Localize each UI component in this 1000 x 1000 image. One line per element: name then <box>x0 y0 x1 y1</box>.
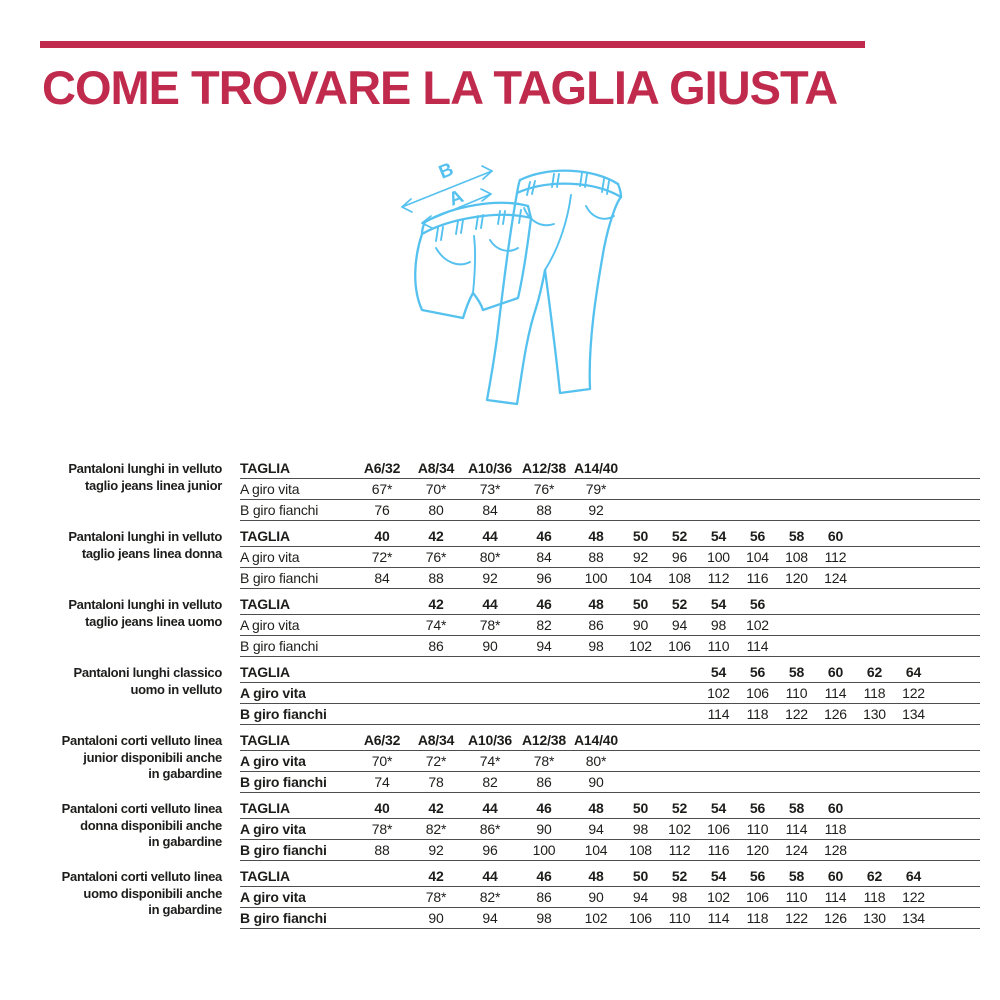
measure-cell: 74* <box>479 753 501 769</box>
row-label: TAGLIA <box>240 800 290 816</box>
measure-cell: 104 <box>584 842 608 858</box>
measure-row <box>240 772 980 793</box>
size-cell: A12/38 <box>522 460 566 476</box>
measure-cell: 84 <box>536 549 552 565</box>
product-description-line: taglio jeans linea junior <box>85 477 222 493</box>
measure-row <box>240 479 980 500</box>
measure-cell: 130 <box>863 706 886 722</box>
size-header-row <box>240 730 980 751</box>
size-cell: 52 <box>671 868 688 884</box>
size-cell: 60 <box>827 664 844 680</box>
size-table <box>240 594 980 657</box>
measure-cell: 72* <box>371 549 393 565</box>
product-description-line: Pantaloni lunghi in velluto <box>68 597 222 612</box>
measure-cell: 94 <box>671 617 688 633</box>
measure-cell: 102 <box>707 685 730 701</box>
measure-cell: 118 <box>863 889 886 905</box>
product-description-line: uomo in velluto <box>130 681 222 697</box>
measure-cell: 86 <box>536 774 552 790</box>
measure-cell: 74 <box>374 774 390 790</box>
page-title: COME TROVARE LA TAGLIA GIUSTA <box>42 61 838 114</box>
product-description-line: Pantaloni lunghi in velluto <box>68 529 222 544</box>
measure-cell: 73* <box>479 481 501 497</box>
measure-cell: 84 <box>374 570 390 586</box>
product-description <box>40 730 240 793</box>
measure-cell: 79* <box>585 481 607 497</box>
size-header-row <box>240 866 980 887</box>
measure-cell: 90 <box>482 638 498 654</box>
measure-cell: 94 <box>632 889 649 905</box>
measure-cell: 116 <box>746 570 769 586</box>
measure-label-b: B <box>436 159 457 184</box>
measure-cell: 120 <box>785 570 808 586</box>
measure-cell: 88 <box>374 842 390 858</box>
measure-cell: 118 <box>746 706 769 722</box>
size-cell: 56 <box>749 800 766 816</box>
measure-cell: 98 <box>536 910 552 926</box>
size-cell: 48 <box>588 528 604 544</box>
measure-cell: 96 <box>482 842 498 858</box>
row-label: A giro vita <box>240 889 306 905</box>
size-cell: 52 <box>671 528 688 544</box>
row-label: A giro vita <box>240 481 300 497</box>
measure-label-a: A <box>446 186 467 211</box>
size-cell: 42 <box>428 528 444 544</box>
measure-cell: 134 <box>902 706 925 722</box>
measure-cell: 114 <box>746 638 769 654</box>
size-cell: 58 <box>788 868 805 884</box>
size-table-section <box>40 730 980 793</box>
measure-cell: 90 <box>632 617 649 633</box>
size-cell: 48 <box>588 596 604 612</box>
measure-row <box>240 840 980 861</box>
measure-cell: 94 <box>588 821 604 837</box>
measure-cell: 88 <box>428 570 444 586</box>
measure-cell: 98 <box>710 617 727 633</box>
size-table-section <box>40 662 980 725</box>
size-cell: 50 <box>632 868 649 884</box>
measure-row <box>240 683 980 704</box>
measure-row <box>240 568 980 589</box>
measure-cell: 98 <box>671 889 688 905</box>
measure-cell: 70* <box>371 753 393 769</box>
measure-cell: 130 <box>863 910 886 926</box>
measure-cell: 110 <box>707 638 730 654</box>
size-cell: A14/40 <box>574 732 618 748</box>
size-table-section <box>40 458 980 521</box>
row-label: B giro fianchi <box>240 638 319 654</box>
size-tables <box>40 458 980 934</box>
size-cell: 40 <box>374 800 390 816</box>
measure-cell: 106 <box>746 889 769 905</box>
product-description-line: taglio jeans linea uomo <box>85 613 222 629</box>
measure-cell: 90 <box>588 889 604 905</box>
product-description <box>40 798 240 861</box>
size-cell: 52 <box>671 800 688 816</box>
measure-cell: 98 <box>588 638 604 654</box>
size-cell: 42 <box>428 596 444 612</box>
size-cell: 56 <box>749 596 766 612</box>
row-label: B giro fianchi <box>240 910 327 926</box>
measure-cell: 108 <box>629 842 652 858</box>
size-cell: 54 <box>710 664 727 680</box>
measure-row <box>240 704 980 725</box>
size-cell: 46 <box>536 868 552 884</box>
product-description-line: in gabardine <box>148 766 222 781</box>
product-description <box>40 662 240 725</box>
size-header-row <box>240 594 980 615</box>
size-cell: A8/34 <box>417 460 455 476</box>
product-description-line: Pantaloni lunghi in velluto <box>68 461 222 476</box>
size-cell: 60 <box>827 800 844 816</box>
measure-cell: 72* <box>425 753 447 769</box>
measure-row <box>240 887 980 908</box>
measure-cell: 118 <box>824 821 847 837</box>
row-label: TAGLIA <box>240 596 290 612</box>
measure-cell: 92 <box>482 570 498 586</box>
size-cell: 44 <box>482 868 498 884</box>
measure-row <box>240 500 980 521</box>
size-cell: 60 <box>827 868 844 884</box>
size-cell: A10/36 <box>468 732 512 748</box>
measure-cell: 102 <box>584 910 608 926</box>
measure-cell: 122 <box>902 685 925 701</box>
measure-cell: 102 <box>668 821 691 837</box>
measure-cell: 90 <box>428 910 444 926</box>
row-label: B giro fianchi <box>240 842 327 858</box>
measure-cell: 114 <box>824 889 847 905</box>
measure-cell: 112 <box>668 842 691 858</box>
size-cell: 48 <box>588 868 604 884</box>
row-label: TAGLIA <box>240 664 290 680</box>
measure-cell: 80* <box>585 753 607 769</box>
product-description-line: donna disponibili anche <box>80 817 222 833</box>
size-table <box>240 526 980 589</box>
size-cell: 50 <box>632 596 649 612</box>
measure-cell: 100 <box>584 570 608 586</box>
measure-cell: 110 <box>785 685 808 701</box>
size-table-section <box>40 866 980 929</box>
measure-cell: 122 <box>785 910 808 926</box>
measure-cell: 92 <box>428 842 444 858</box>
size-cell: 64 <box>905 664 922 680</box>
row-label: B giro fianchi <box>240 502 319 518</box>
measure-cell: 98 <box>632 821 649 837</box>
row-label: A giro vita <box>240 821 306 837</box>
row-label: B giro fianchi <box>240 706 327 722</box>
measure-cell: 112 <box>824 549 847 565</box>
product-description-line: Pantaloni lunghi classico <box>73 665 222 680</box>
size-table-section <box>40 594 980 657</box>
product-description <box>40 526 240 589</box>
product-description-line: in gabardine <box>148 834 222 849</box>
measure-cell: 118 <box>746 910 769 926</box>
measure-cell: 94 <box>536 638 552 654</box>
measure-cell: 96 <box>671 549 688 565</box>
size-cell: 54 <box>710 868 727 884</box>
size-table <box>240 798 980 861</box>
measure-cell: 106 <box>668 638 691 654</box>
product-description-line: junior disponibili anche <box>83 749 222 765</box>
size-header-row <box>240 526 980 547</box>
measure-cell: 124 <box>824 570 847 586</box>
size-cell: 54 <box>710 596 727 612</box>
measure-cell: 74* <box>425 617 447 633</box>
product-description-line: uomo disponibili anche <box>83 885 222 901</box>
size-cell: 56 <box>749 528 766 544</box>
measure-cell: 122 <box>902 889 925 905</box>
size-cell: A10/36 <box>468 460 512 476</box>
measure-cell: 126 <box>824 910 847 926</box>
shorts-and-trousers-sketch <box>378 148 663 413</box>
measure-cell: 78* <box>533 753 555 769</box>
row-label: B giro fianchi <box>240 774 327 790</box>
measure-cell: 108 <box>785 549 808 565</box>
measure-cell: 82* <box>479 889 501 905</box>
measure-cell: 100 <box>532 842 556 858</box>
measure-cell: 78* <box>479 617 501 633</box>
measure-cell: 80 <box>428 502 444 518</box>
measure-cell: 94 <box>482 910 498 926</box>
measure-cell: 114 <box>824 685 847 701</box>
measure-cell: 86 <box>536 889 552 905</box>
size-table <box>240 730 980 793</box>
size-cell: 46 <box>536 800 552 816</box>
product-description-line: taglio jeans linea donna <box>81 545 222 561</box>
measure-row <box>240 819 980 840</box>
size-cell: 54 <box>710 800 727 816</box>
size-cell: 64 <box>905 868 922 884</box>
size-cell: A6/32 <box>363 732 401 748</box>
measure-cell: 86 <box>428 638 444 654</box>
size-cell: 40 <box>374 528 390 544</box>
measure-cell: 70* <box>425 481 447 497</box>
accent-bar <box>40 41 865 48</box>
measure-cell: 118 <box>863 685 886 701</box>
measure-cell: 96 <box>536 570 552 586</box>
measure-cell: 90 <box>588 774 604 790</box>
measure-cell: 82* <box>425 821 447 837</box>
measure-cell: 78 <box>428 774 444 790</box>
measure-cell: 112 <box>707 570 730 586</box>
row-label: B giro fianchi <box>240 570 319 586</box>
size-cell: 46 <box>536 528 552 544</box>
measure-cell: 102 <box>746 617 769 633</box>
measure-cell: 86* <box>479 821 501 837</box>
measure-cell: 114 <box>707 910 730 926</box>
size-cell: 44 <box>482 596 498 612</box>
size-header-row <box>240 662 980 683</box>
measure-row <box>240 908 980 929</box>
pants-illustration <box>378 148 663 413</box>
size-table <box>240 662 980 725</box>
measure-cell: 82 <box>482 774 498 790</box>
measure-cell: 110 <box>785 889 808 905</box>
size-cell: A12/38 <box>522 732 566 748</box>
size-cell: 42 <box>428 868 444 884</box>
measure-cell: 114 <box>707 706 730 722</box>
product-description-line: Pantaloni corti velluto linea <box>61 733 222 748</box>
measure-cell: 114 <box>785 821 808 837</box>
measure-row <box>240 615 980 636</box>
row-label: TAGLIA <box>240 732 290 748</box>
measure-cell: 134 <box>902 910 925 926</box>
row-label: A giro vita <box>240 685 306 701</box>
size-cell: 46 <box>536 596 552 612</box>
measure-cell: 100 <box>707 549 730 565</box>
measure-cell: 76* <box>533 481 555 497</box>
product-description-line: Pantaloni corti velluto linea <box>61 801 222 816</box>
measure-cell: 92 <box>632 549 649 565</box>
size-cell: 50 <box>632 528 649 544</box>
measure-cell: 110 <box>668 910 691 926</box>
size-cell: 50 <box>632 800 649 816</box>
size-header-row <box>240 458 980 479</box>
size-cell: 58 <box>788 528 805 544</box>
measure-cell: 128 <box>824 842 847 858</box>
row-label: TAGLIA <box>240 528 290 544</box>
size-cell: 56 <box>749 868 766 884</box>
measure-cell: 90 <box>536 821 552 837</box>
size-cell: 54 <box>710 528 727 544</box>
measure-cell: 78* <box>425 889 447 905</box>
size-cell: 44 <box>482 528 498 544</box>
size-cell: A14/40 <box>574 460 618 476</box>
measure-cell: 116 <box>707 842 730 858</box>
row-label: TAGLIA <box>240 868 290 884</box>
measure-cell: 80* <box>479 549 501 565</box>
size-cell: 44 <box>482 800 498 816</box>
product-description <box>40 458 240 521</box>
measure-cell: 84 <box>482 502 498 518</box>
size-cell: 42 <box>428 800 444 816</box>
measure-cell: 82 <box>536 617 552 633</box>
measure-cell: 106 <box>707 821 730 837</box>
measure-cell: 106 <box>629 910 652 926</box>
measure-cell: 88 <box>588 549 604 565</box>
size-table-section <box>40 526 980 589</box>
size-table-section <box>40 798 980 861</box>
measure-cell: 92 <box>588 502 604 518</box>
product-description <box>40 594 240 657</box>
size-table <box>240 866 980 929</box>
size-cell: 48 <box>588 800 604 816</box>
size-cell: 62 <box>866 664 883 680</box>
row-label: A giro vita <box>240 617 300 633</box>
measure-cell: 76 <box>374 502 390 518</box>
measure-cell: 106 <box>746 685 769 701</box>
size-cell: 52 <box>671 596 688 612</box>
measure-row <box>240 751 980 772</box>
measure-cell: 110 <box>746 821 769 837</box>
measure-cell: 88 <box>536 502 552 518</box>
measure-cell: 67* <box>371 481 393 497</box>
measure-cell: 124 <box>785 842 808 858</box>
product-description <box>40 866 240 929</box>
measure-cell: 86 <box>588 617 604 633</box>
trousers-sketch <box>487 171 621 404</box>
size-header-row <box>240 798 980 819</box>
measure-cell: 104 <box>746 549 769 565</box>
measure-row <box>240 547 980 568</box>
size-cell: A6/32 <box>363 460 401 476</box>
measure-cell: 102 <box>707 889 730 905</box>
row-label: TAGLIA <box>240 460 290 476</box>
size-cell: 62 <box>866 868 883 884</box>
measure-row <box>240 636 980 657</box>
measure-cell: 122 <box>785 706 808 722</box>
row-label: A giro vita <box>240 549 300 565</box>
measure-cell: 102 <box>629 638 652 654</box>
measure-cell: 120 <box>746 842 769 858</box>
measure-cell: 76* <box>425 549 447 565</box>
size-cell: 58 <box>788 664 805 680</box>
measure-cell: 104 <box>629 570 652 586</box>
size-cell: 60 <box>827 528 844 544</box>
row-label: A giro vita <box>240 753 306 769</box>
size-cell: A8/34 <box>417 732 455 748</box>
measure-cell: 78* <box>371 821 393 837</box>
size-cell: 58 <box>788 800 805 816</box>
size-cell: 56 <box>749 664 766 680</box>
measure-cell: 108 <box>668 570 691 586</box>
product-description-line: in gabardine <box>148 902 222 917</box>
size-table <box>240 458 980 521</box>
measure-cell: 126 <box>824 706 847 722</box>
product-description-line: Pantaloni corti velluto linea <box>61 869 222 884</box>
